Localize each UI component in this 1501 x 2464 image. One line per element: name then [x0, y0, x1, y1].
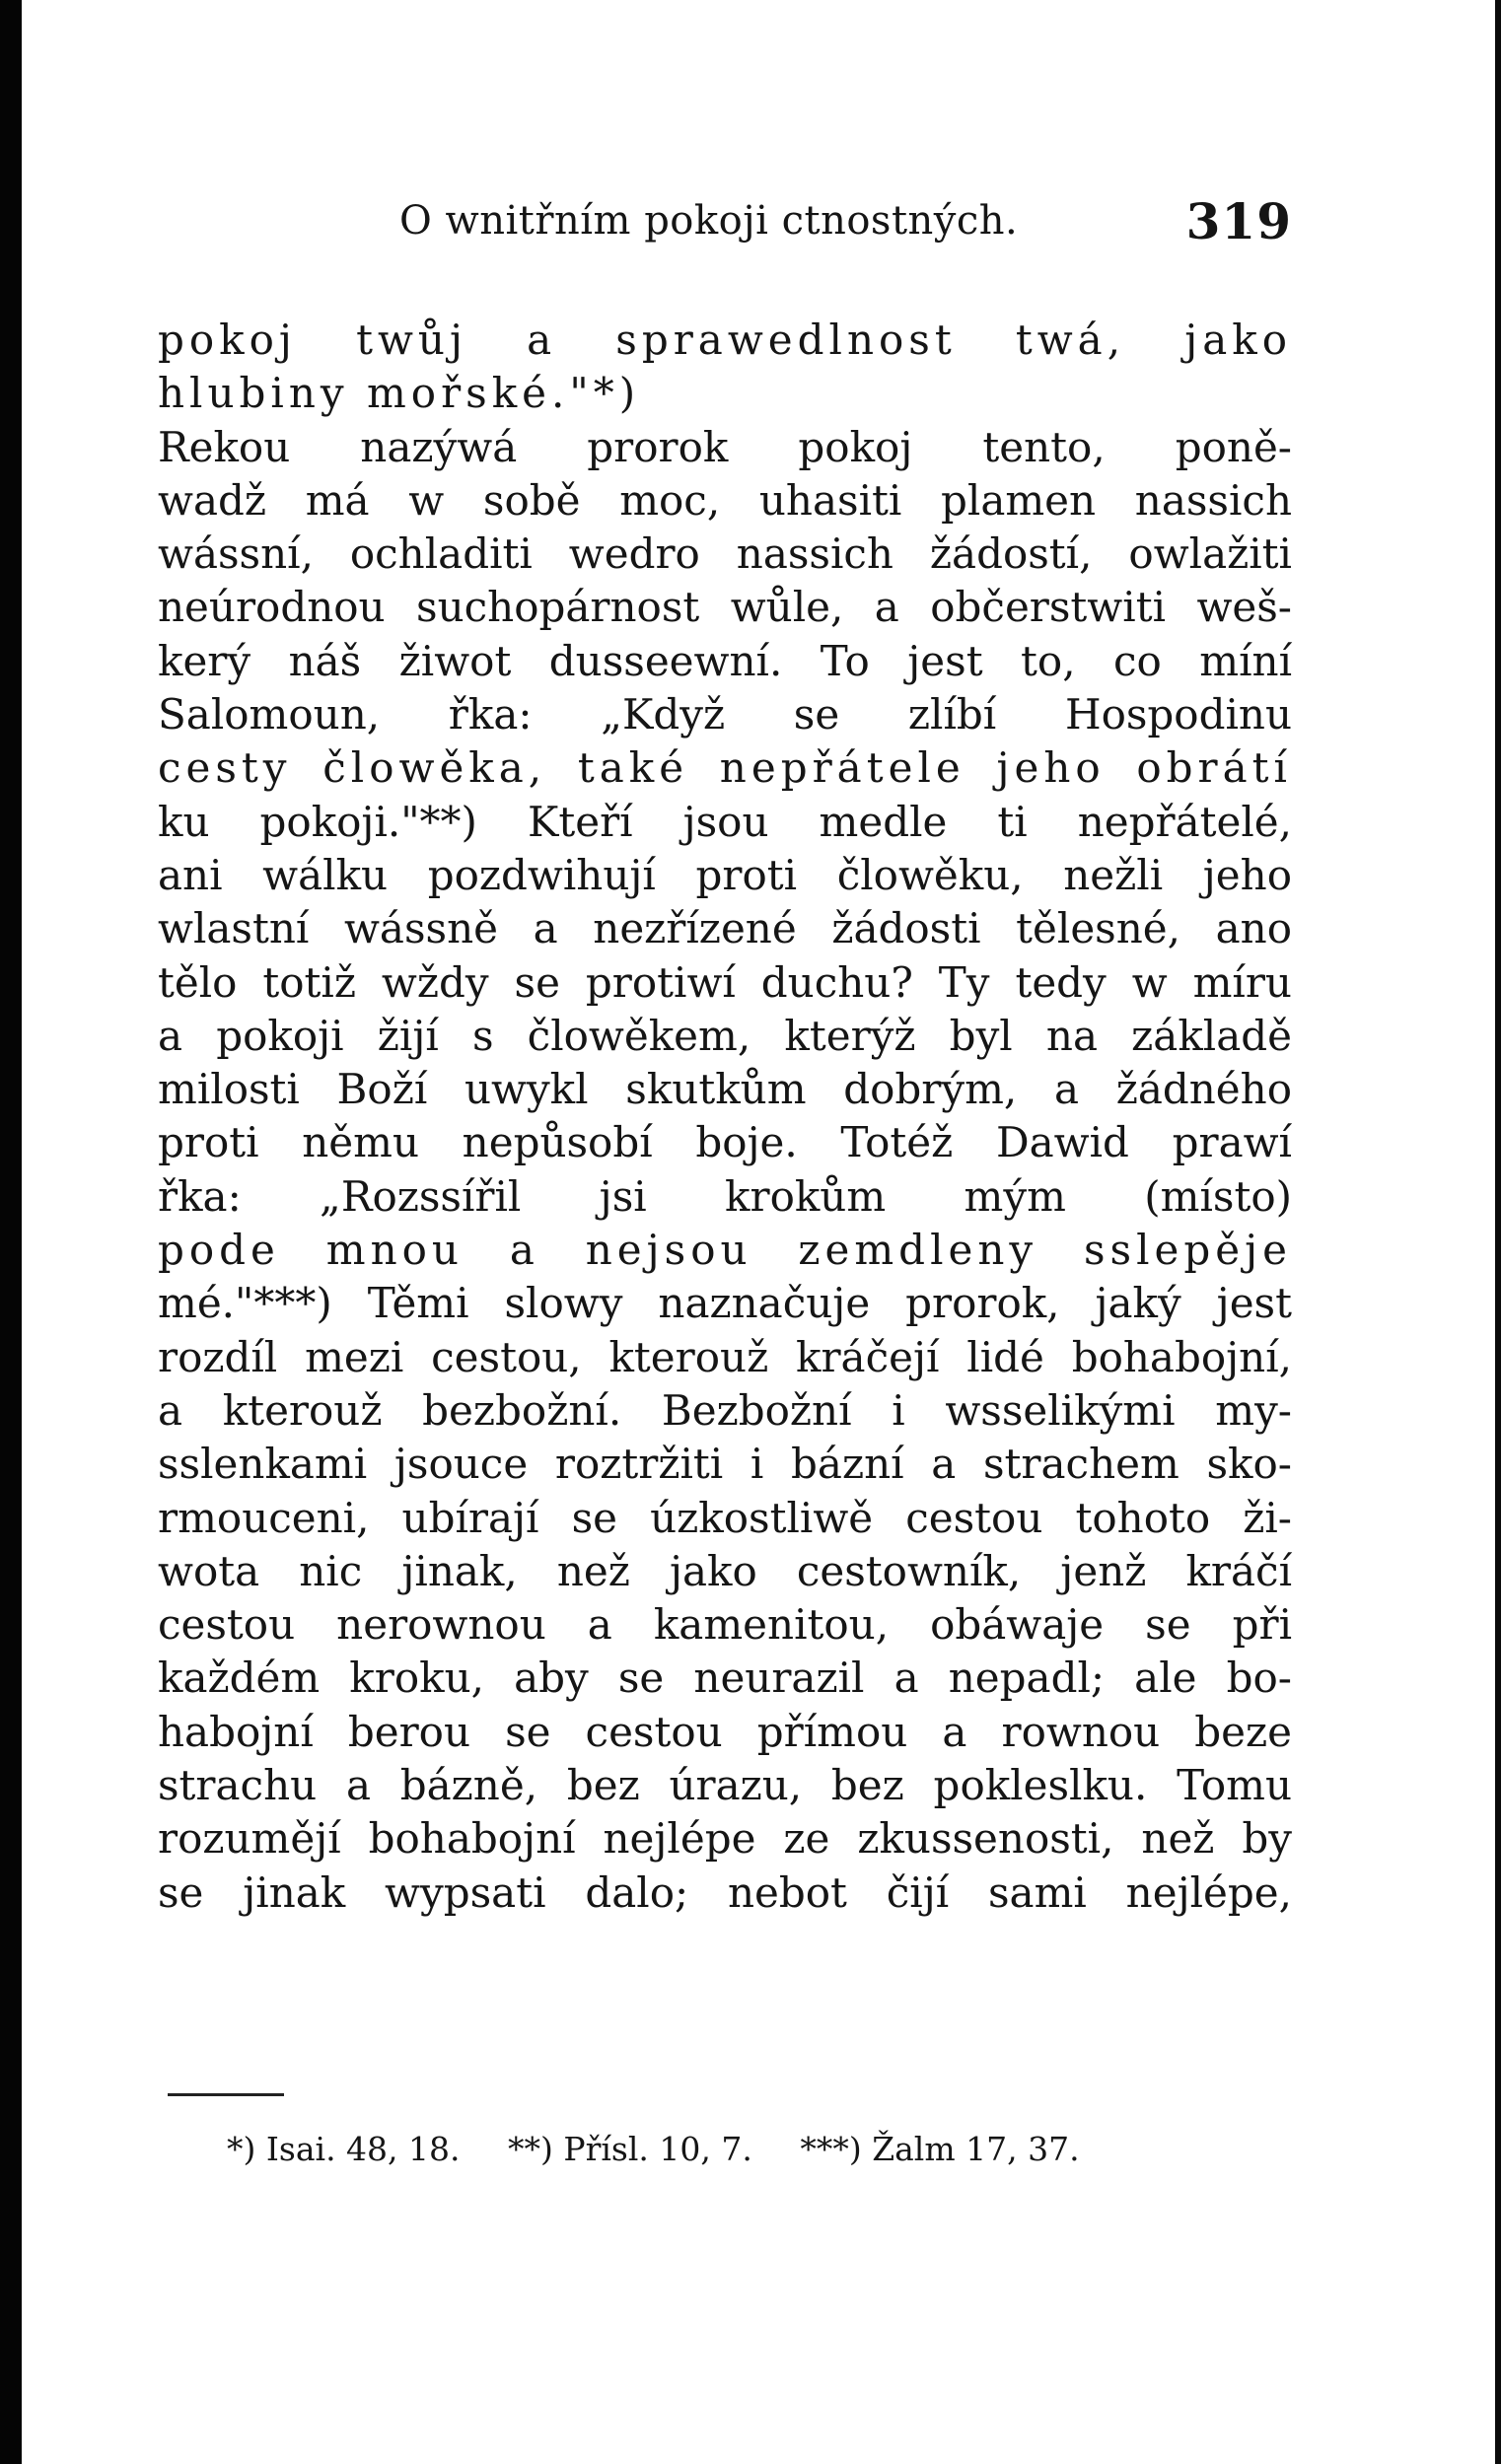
text-line: wadž má w sobě moc, uhasiti plamen nassich	[158, 475, 1292, 525]
text-line: řka: „Rozssířil jsi krokům mým (místo)	[158, 1171, 1292, 1221]
text-line: cestou nerownou a kamenitou, obáwaje se při	[158, 1600, 1292, 1650]
running-header	[158, 182, 1292, 261]
text-line: sslenkami jsouce roztržiti i bázní a strachem sko-	[158, 1440, 1292, 1489]
text-line: pode mnou a nejsou zemdleny sslepěje	[158, 1226, 1292, 1275]
text-line: rmouceni, ubírají se úzkostliwě cestou tohoto ži-	[158, 1493, 1292, 1542]
footnote: **) Přísl. 10, 7.	[508, 2130, 752, 2168]
text-line: mé."***) Těmi slowy naznačuje prorok, jaký jest	[158, 1279, 1292, 1328]
text-line: kerý náš žiwot dusseewní. To jest to, co míní	[158, 636, 1292, 685]
footnote-rule	[168, 2093, 284, 2096]
text-line: každém kroku, aby se neurazil a nepadl; ale bo-	[158, 1654, 1292, 1703]
text-line: pokoj twůj a sprawedlnost twá, jako	[158, 316, 1292, 364]
text-line: Salomoun, řka: „Když se zlíbí Hospodinu	[158, 690, 1292, 739]
text-line: wota nic jinak, než jako cestowník, jenž kráčí	[158, 1546, 1292, 1595]
footnote: *) Isai. 48, 18.	[227, 2130, 461, 2168]
text-line: wássní, ochladiti wedro nassich žádostí, owlažiti	[158, 529, 1292, 579]
text-line: habojní berou se cestou přímou a rownou beze	[158, 1707, 1292, 1756]
text-line: wlastní wássně a nezřízené žádosti tělesné, ano	[158, 904, 1292, 953]
text-line: rozdíl mezi cestou, kterouž kráčejí lidé bohabojní,	[158, 1332, 1292, 1381]
text-line: Rekou nazýwá prorok pokoj tento, poně-	[158, 422, 1292, 471]
body-text	[158, 314, 1292, 1920]
text-line: ku pokoji."**) Kteří jsou medle ti nepřátelé,	[158, 797, 1292, 846]
text-line: hlubiny mořské."*)	[158, 369, 641, 418]
text-line: tělo totiž wždy se protiwí duchu? Ty tedy w míru	[158, 957, 1292, 1007]
text-line: rozumějí bohabojní nejlépe ze zkussenosti, než by	[158, 1814, 1292, 1864]
text-line: strachu a bázně, bez úrazu, bez pokleslku. Tomu	[158, 1761, 1292, 1810]
text-line: ani wálku pozdwihují proti člowěku, nežli jeho	[158, 850, 1292, 899]
text-line: a kterouž bezbožní. Bezbožní i wsselikými my-	[158, 1385, 1292, 1435]
text-line: cesty člowěka, také nepřátele jeho obrátí	[158, 743, 1292, 793]
scan-right-edge	[1495, 0, 1501, 2464]
text-line: a pokoji žijí s člowěkem, kterýž byl na základě	[158, 1011, 1292, 1060]
text-line: proti němu nepůsobí boje. Totéž Dawid prawí	[158, 1118, 1292, 1167]
footnote: ***) Žalm 17, 37.	[800, 2130, 1080, 2168]
scan-left-edge	[0, 0, 22, 2464]
text-line: milosti Boží uwykl skutkům dobrým, a žádného	[158, 1065, 1292, 1114]
page-number: 319	[1185, 192, 1292, 250]
text-line: neúrodnou suchopárnost wůle, a občerstwiti weš-	[158, 583, 1292, 632]
footnotes	[227, 2130, 1117, 2168]
text-line: se jinak wypsati dalo; nebot čijí sami nejlépe,	[158, 1867, 1292, 1917]
header-title: O wnitřním pokoji ctnostných.	[399, 198, 1019, 244]
